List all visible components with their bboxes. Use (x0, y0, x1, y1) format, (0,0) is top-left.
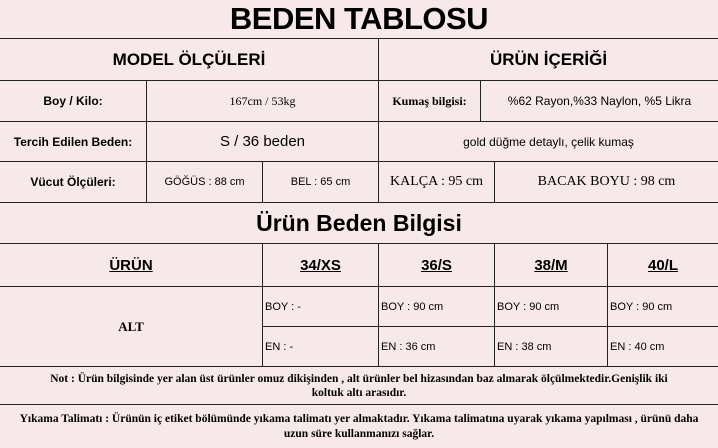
height-weight-value: 167cm / 53kg (229, 93, 296, 108)
size-header-l: 40/L (647, 256, 678, 274)
height-weight-label: Boy / Kilo: (43, 94, 103, 108)
product-detail: gold düğme detaylı, çelik kumaş (463, 134, 634, 149)
measurement-note: Not : Ürün bilgisinde yer alan üst ürünler omuz dikişinden , alt ürünler bel hizasından baz almarak ölçülmektedir.Genişlik iki koltuk altı arasıdır. (50, 372, 668, 399)
fabric-label: Kumaş bilgisi: (392, 93, 467, 108)
preferred-size-value: S / 36 beden (219, 133, 306, 150)
page-title: BEDEN TABLOSU (229, 0, 489, 36)
washing-instructions: Yıkama Talimatı : Ürünün iç etiket bölümünde yıkama talimatı yer almaktadır. Yıkama talimatına uyarak yıkama yapılması , ürünü daha uzun süre kullanmanızı sağlar. (19, 412, 699, 440)
product-content-heading: ÜRÜN İÇERİĞİ (489, 49, 608, 69)
chest-value: GÖĞÜS : 88 cm (164, 176, 245, 188)
boy-s: BOY : 90 cm (381, 300, 444, 313)
size-header-xs: 34/XS (300, 256, 341, 274)
size-header-m: 38/M (534, 256, 568, 274)
size-header-s: 36/S (421, 256, 452, 274)
en-m: EN : 38 cm (497, 340, 552, 353)
preferred-size-label: Tercih Edilen Beden: (13, 134, 133, 149)
hip-value: KALÇA : 95 cm (390, 174, 483, 189)
en-s: EN : 36 cm (381, 340, 436, 353)
model-measurements-heading: MODEL ÖLÇÜLERİ (112, 49, 266, 69)
boy-l: BOY : 90 cm (610, 300, 673, 313)
boy-m: BOY : 90 cm (497, 300, 560, 313)
boy-xs: BOY : - (265, 300, 301, 313)
fabric-value: %62 Rayon,%33 Naylon, %5 Likra (507, 94, 692, 108)
leg-length-value: BACAK BOYU : 98 cm (537, 174, 676, 189)
product-name: ALT (118, 318, 144, 334)
size-info-heading: Ürün Beden Bilgisi (256, 209, 462, 236)
product-column-header: ÜRÜN (109, 256, 153, 274)
en-l: EN : 40 cm (610, 340, 665, 353)
waist-value: BEL : 65 cm (290, 176, 351, 188)
body-measurements-label: Vücut Ölçüleri: (30, 175, 116, 189)
en-xs: EN : - (265, 340, 294, 353)
